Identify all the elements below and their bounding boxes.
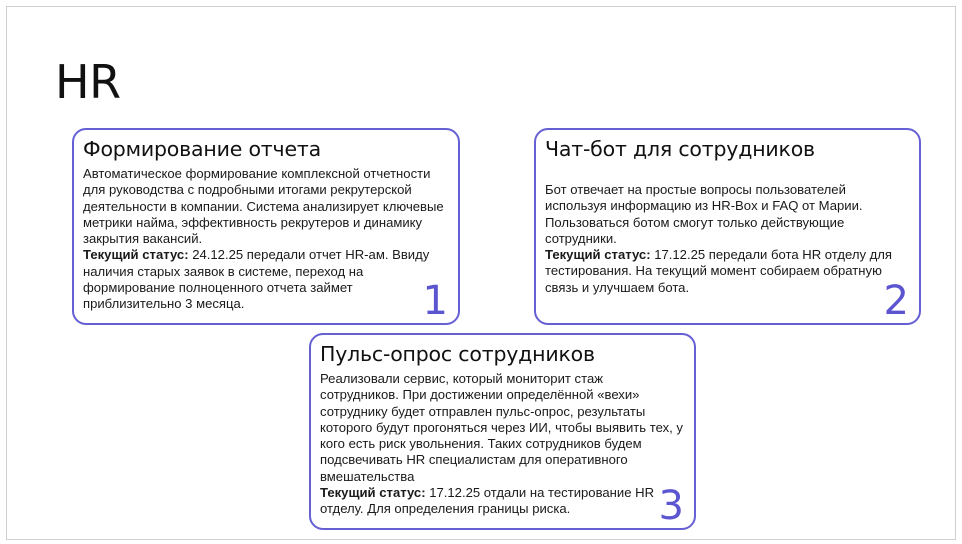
status-label: Текущий статус: <box>320 485 426 501</box>
card-description: Бот отвечает на простые вопросы пользователей используя информацию из HR-Box и FAQ от Марии. Пользоваться ботом смогут только действующие сотрудники. <box>545 182 863 246</box>
status-text: 17.12.25 передали бота HR отделу для тестирования. На текущий момент собираем обратную связь и улучшаем бота. <box>545 247 893 295</box>
card-description: Реализовали сервис, который мониторит стаж сотрудников. При достижении определённой «вехи» сотруднику будет отправлен пульс-опрос, результаты которого будут прогоняться через ИИ, чтобы выявить тех, у кого есть риск увольнения. Таких сотрудников будем подсвечивать HR специалистам для оперативного вмешательства <box>320 371 683 484</box>
status-label: Текущий статус: <box>545 247 651 263</box>
card-report-generation <box>72 128 460 325</box>
card-employee-chatbot <box>534 128 921 325</box>
card-heading: Чат-бот для сотрудников <box>545 137 815 161</box>
card-number: 2 <box>883 278 909 324</box>
card-number: 3 <box>658 483 684 529</box>
status-text: 24.12.25 передали отчет HR-ам. Ввиду наличия старых заявок в системе, переход на формирование полноценного отчета займет приблизительно 3 месяца. <box>83 247 430 312</box>
card-heading: Формирование отчета <box>83 137 321 161</box>
card-body <box>83 166 448 313</box>
card-heading: Пульс-опрос сотрудников <box>320 342 595 366</box>
status-text: 17.12.25 отдали на тестирование HR отделу. Для определения границы риска. <box>320 485 655 517</box>
card-number: 1 <box>422 278 448 324</box>
status-label: Текущий статус: <box>83 247 189 263</box>
card-body <box>545 182 909 296</box>
page-title: HR <box>55 55 121 109</box>
card-pulse-survey <box>309 333 696 530</box>
card-description: Автоматическое формирование комплексной отчетности для руководства с подробными итогами рекрутерской деятельности в компании. Система анализирует ключевые метрики найма, эффективность рекрутеров и динамику закрытия вакансий. <box>83 166 444 247</box>
card-body <box>320 371 684 518</box>
